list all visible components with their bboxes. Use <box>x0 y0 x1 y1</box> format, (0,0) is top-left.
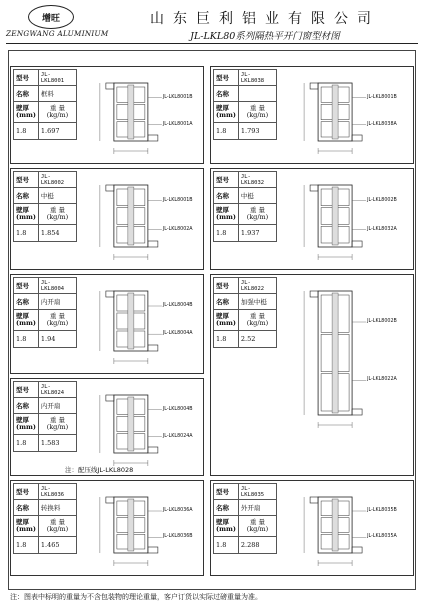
weight-label-text: 重 量 <box>249 518 265 526</box>
part-callout-label: JL-LKL8024A <box>162 433 193 439</box>
name-value: 中梃 <box>38 188 76 204</box>
logo-english-name: ZENGWANG ALUMINIUM <box>6 29 109 38</box>
profile-spec-table <box>213 69 277 140</box>
part-callout-label: JL-LKL8036B <box>162 534 193 540</box>
weight-label-text: 重 量 <box>49 206 65 214</box>
footnote: 注：图表中标明的重量为不含包装物的理论重量，客户订货以实际过磅重量为准。 <box>10 593 262 601</box>
wall-unit: (mm) <box>216 213 236 221</box>
model-value: JL-LKL8035 <box>238 484 276 500</box>
model-value: JL-LKL8036 <box>38 484 76 500</box>
wall-label <box>14 102 39 123</box>
wall-label-text: 壁厚 <box>16 518 29 526</box>
wall-value: 1.8 <box>214 225 239 242</box>
profile-cross-section-drawing <box>83 385 197 469</box>
part-callout-label: JL-LKL8002B <box>367 319 397 324</box>
profile-spec-table <box>213 277 277 348</box>
weight-unit: (kg/m) <box>46 423 69 431</box>
part-callout-label: JL-LKL8004B <box>162 303 193 308</box>
weight-unit: (kg/m) <box>246 111 269 119</box>
profile-cross-section-drawing <box>283 281 407 431</box>
wall-value: 1.8 <box>14 435 39 452</box>
wall-label <box>214 204 239 225</box>
wall-label-text: 壁厚 <box>216 206 229 214</box>
name-label: 名称 <box>214 188 239 204</box>
weight-label <box>38 310 76 331</box>
profile-cross-section-drawing <box>83 175 197 263</box>
weight-value: 2.288 <box>238 537 276 554</box>
header-rule <box>6 43 418 44</box>
wall-value: 1.8 <box>214 537 239 554</box>
model-label: 型号 <box>214 70 239 86</box>
wall-label <box>14 516 39 537</box>
model-label: 型号 <box>14 484 39 500</box>
document-title: JL-LKL80系列隔热平开门窗型材图 <box>190 31 340 42</box>
profile-panel <box>210 66 414 164</box>
wall-label <box>14 204 39 225</box>
wall-label <box>214 310 239 331</box>
weight-label-text: 重 量 <box>249 104 265 112</box>
model-value: JL-LKL8024 <box>38 382 76 398</box>
profile-panel <box>10 168 204 270</box>
name-value: 中梃 <box>238 188 276 204</box>
weight-label <box>38 102 76 123</box>
weight-label <box>238 204 276 225</box>
wall-label <box>214 516 239 537</box>
wall-label-text: 壁厚 <box>16 104 29 112</box>
weight-label-text: 重 量 <box>49 104 65 112</box>
weight-value: 1.465 <box>38 537 76 554</box>
profile-cross-section-drawing <box>283 175 407 263</box>
weight-label <box>238 102 276 123</box>
wall-value: 1.8 <box>214 123 239 140</box>
wall-unit: (mm) <box>16 319 36 327</box>
name-label: 名称 <box>14 294 39 310</box>
wall-unit: (mm) <box>16 525 36 533</box>
profile-spec-table <box>13 69 77 140</box>
company-logo <box>28 5 74 29</box>
document-header <box>0 0 424 44</box>
profile-spec-table <box>13 277 77 348</box>
part-callout-label: JL-LKL8035A <box>367 534 397 540</box>
weight-label <box>38 414 76 435</box>
weight-label <box>238 516 276 537</box>
weight-value: 1.793 <box>238 123 276 140</box>
profile-panel <box>10 274 204 374</box>
model-value: JL-LKL8022 <box>238 278 276 294</box>
weight-label <box>38 204 76 225</box>
weight-value: 1.94 <box>38 331 76 348</box>
weight-unit: (kg/m) <box>246 213 269 221</box>
weight-unit: (kg/m) <box>46 213 69 221</box>
model-value: JL-LKL8001 <box>38 70 76 86</box>
wall-label-text: 壁厚 <box>16 206 29 214</box>
name-label: 名称 <box>214 500 239 516</box>
wall-unit: (mm) <box>16 423 36 431</box>
name-value: 外开扇 <box>238 500 276 516</box>
part-callout-label: JL-LKL8001B <box>367 94 397 100</box>
name-label: 名称 <box>214 86 239 102</box>
company-name: 山东巨利铝业有限公司 <box>150 11 380 27</box>
model-label: 型号 <box>14 70 39 86</box>
part-callout-label: JL-LKL8001B <box>162 197 193 203</box>
profile-spec-table <box>13 171 77 242</box>
weight-unit: (kg/m) <box>246 319 269 327</box>
weight-label-text: 重 量 <box>49 312 65 320</box>
profile-cross-section-drawing <box>83 73 197 157</box>
profile-panel <box>10 378 204 476</box>
name-value <box>238 86 276 102</box>
name-label: 名称 <box>14 86 39 102</box>
model-label: 型号 <box>14 382 39 398</box>
wall-label-text: 壁厚 <box>16 312 29 320</box>
weight-value: 1.697 <box>38 123 76 140</box>
name-value: 内开扇 <box>38 398 76 414</box>
model-label: 型号 <box>14 172 39 188</box>
profile-spec-table <box>213 483 277 554</box>
profile-panel <box>210 274 414 476</box>
wall-label <box>14 310 39 331</box>
wall-value: 1.8 <box>14 537 39 554</box>
name-value: 加强中梃 <box>238 294 276 310</box>
profile-panel <box>10 66 204 164</box>
part-callout-label: JL-LKL8004B <box>162 406 193 412</box>
name-label: 名称 <box>14 188 39 204</box>
wall-label <box>214 102 239 123</box>
part-callout-label: JL-LKL8002B <box>367 197 397 203</box>
profile-panel <box>210 168 414 270</box>
model-value: JL-LKL8002 <box>38 172 76 188</box>
part-callout-label: JL-LKL8002A <box>162 226 193 232</box>
name-label: 名称 <box>14 398 39 414</box>
profile-panel <box>210 480 414 576</box>
part-callout-label: JL-LKL8004A <box>162 331 193 337</box>
profile-spec-table <box>13 381 77 452</box>
weight-label-text: 重 量 <box>49 518 65 526</box>
part-callout-label: JL-LKL8038A <box>367 121 397 127</box>
logo-text: 增旺 <box>41 13 60 24</box>
profile-spec-table <box>13 483 77 554</box>
weight-value: 2.52 <box>238 331 276 348</box>
model-label: 型号 <box>14 278 39 294</box>
wall-label-text: 壁厚 <box>216 518 229 526</box>
part-callout-label: JL-LKL8036A <box>162 508 193 513</box>
wall-value: 1.8 <box>214 331 239 348</box>
profile-cross-section-drawing <box>283 487 407 569</box>
profile-cross-section-drawing <box>83 281 197 367</box>
weight-label <box>38 516 76 537</box>
wall-unit: (mm) <box>216 319 236 327</box>
part-callout-label: JL-LKL8022A <box>367 377 397 383</box>
weight-value: 1.583 <box>38 435 76 452</box>
weight-value: 1.854 <box>38 225 76 242</box>
model-label: 型号 <box>214 172 239 188</box>
part-callout-label: JL-LKL8035B <box>367 508 397 513</box>
profile-cross-section-drawing <box>283 73 407 157</box>
profile-spec-table <box>213 171 277 242</box>
weight-label <box>238 310 276 331</box>
model-label: 型号 <box>214 278 239 294</box>
name-label: 名称 <box>14 500 39 516</box>
wall-label <box>14 414 39 435</box>
weight-unit: (kg/m) <box>46 319 69 327</box>
model-value: JL-LKL8038 <box>238 70 276 86</box>
name-label: 名称 <box>214 294 239 310</box>
part-callout-label: JL-LKL8001A <box>162 121 193 127</box>
wall-value: 1.8 <box>14 225 39 242</box>
part-callout-label: JL-LKL8001B <box>162 94 193 100</box>
weight-value: 1.937 <box>238 225 276 242</box>
model-value: JL-LKL8004 <box>38 278 76 294</box>
weight-unit: (kg/m) <box>46 525 69 533</box>
wall-label-text: 壁厚 <box>16 416 29 424</box>
profile-panel <box>10 480 204 576</box>
model-label: 型号 <box>214 484 239 500</box>
weight-unit: (kg/m) <box>246 525 269 533</box>
wall-value: 1.8 <box>14 123 39 140</box>
weight-unit: (kg/m) <box>46 111 69 119</box>
wall-unit: (mm) <box>216 111 236 119</box>
profile-cross-section-drawing <box>83 487 197 569</box>
wall-unit: (mm) <box>16 213 36 221</box>
name-value: 转换料 <box>38 500 76 516</box>
accessory-note: 注：配压线JL-LKL8028 <box>65 466 134 474</box>
wall-label-text: 壁厚 <box>216 104 229 112</box>
name-value: 框料 <box>38 86 76 102</box>
part-callout-label: JL-LKL8032A <box>367 226 397 232</box>
wall-value: 1.8 <box>14 331 39 348</box>
weight-label-text: 重 量 <box>249 312 265 320</box>
weight-label-text: 重 量 <box>49 416 65 424</box>
wall-unit: (mm) <box>16 111 36 119</box>
name-value: 内开扇 <box>38 294 76 310</box>
wall-unit: (mm) <box>216 525 236 533</box>
model-value: JL-LKL8032 <box>238 172 276 188</box>
wall-label-text: 壁厚 <box>216 312 229 320</box>
weight-label-text: 重 量 <box>249 206 265 214</box>
